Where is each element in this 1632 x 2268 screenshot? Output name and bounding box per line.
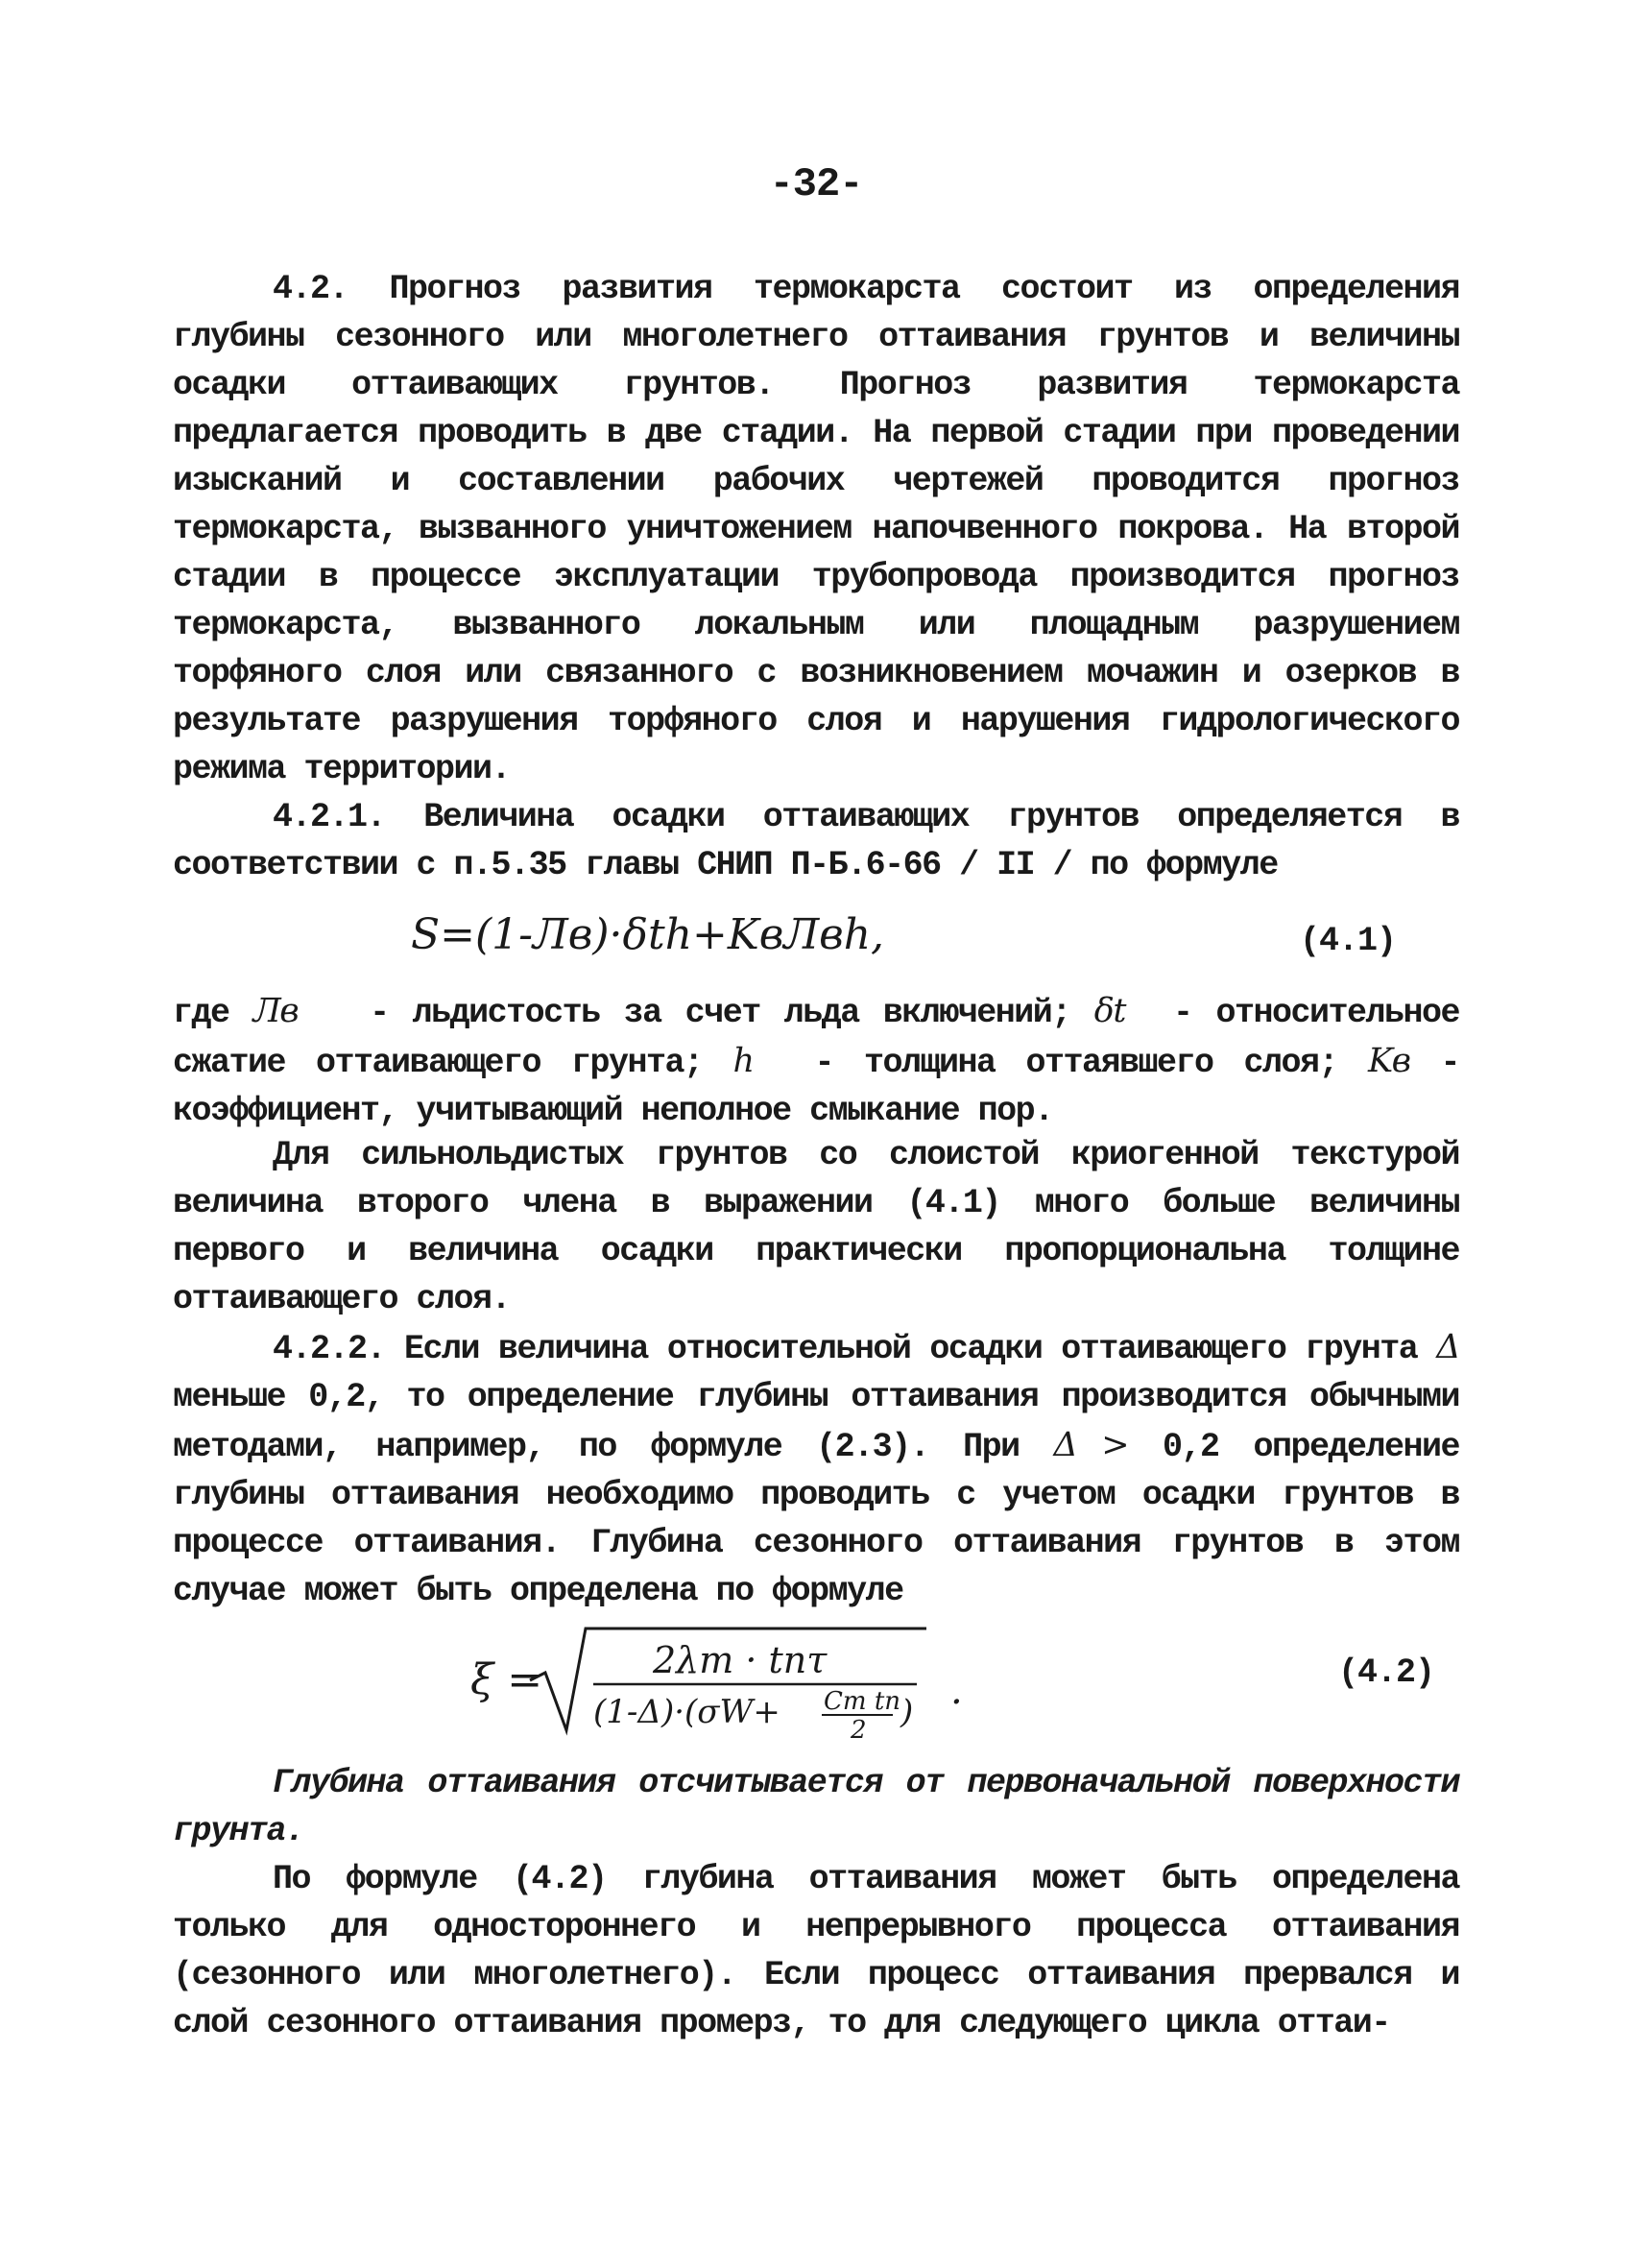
delta-symbol: Δ xyxy=(1436,1328,1459,1366)
symbol-coefficient: Kв xyxy=(1368,1042,1410,1080)
formula-4-2-inner-denominator: 2 xyxy=(851,1716,867,1742)
paragraph-4-2-1: 4.2.1. Величина осадки оттаивающих грунтов определяется в соответствии с п.5.35 главы СНИП П-Б.6-66 / II / по формуле xyxy=(173,798,1478,884)
symbol-ice-content: Лв xyxy=(252,992,299,1030)
paragraph-ice-rich-soils: Для сильнольдистых грунтов со слоистой криогенной текстурой величина второго члена в выражении (4.1) много больше величины первого и величина осадки практически пропорциональна толщине оттаивающего слоя. xyxy=(173,1136,1478,1318)
formula-4-1-number: (4.1) xyxy=(1300,922,1397,960)
definition-thickness: - толщина оттаявшего слоя; xyxy=(814,1044,1338,1082)
formula-4-2-inner-numerator: Cт tп xyxy=(824,1687,901,1716)
page-number: -32- xyxy=(769,161,863,207)
definition-compression: - относительное сжатие оттаивающего грунта; xyxy=(173,994,1478,1082)
paragraph-4-2-2 xyxy=(173,1323,1478,1615)
definition-coefficient: - коэффициент, учитывающий неполное смыкание пор. xyxy=(173,1044,1478,1130)
formula-4-2-denominator-right: ) xyxy=(900,1693,914,1731)
formula-4-2-denominator-left: (1-Δ)·(σW+ xyxy=(593,1693,780,1731)
where-label: где xyxy=(173,994,229,1032)
paragraph-formula-4-2-limits: По формуле (4.2) глубина оттаивания может быть определена только для одностороннего и непрерывного процесса оттаивания (сезонного или многолетнего). Если процесс оттаивания прервался и слой сезонного оттаивания промерз, то для следующего цикла оттаи- xyxy=(173,1860,1478,2042)
paragraph-4-2-2-part2: меньше 0,2, то определение глубины оттаивания производится обычными методами, например, по формуле (2.3). При xyxy=(173,1378,1478,1466)
paragraph-thaw-depth-origin: Глубина оттаивания отсчитывается от первоначальной поверхности грунта. xyxy=(173,1764,1478,1850)
symbol-compression: δt xyxy=(1093,992,1125,1030)
definitions-paragraph xyxy=(173,987,1478,1135)
formula-4-2-lhs: ξ = xyxy=(470,1655,543,1704)
formula-4-2-number: (4.2) xyxy=(1338,1653,1435,1692)
paragraph-4-2: 4.2. Прогноз развития термокарста состоит из определения глубины сезонного или многолетнего оттаивания грунтов и величины осадки оттаивающих грунтов. Прогноз развития термокарста предлагается проводить в две стадии. На первой стадии при проведении изысканий и составлении рабочих чертежей проводится прогноз термокарста, вызванного уничтожением напочвенного покрова. На второй стадии в процессе эксплуатации трубопровода производится прогноз термокарста, вызванного локальным или площадным разрушением торфяного слоя или связанного с возникновением мочажин и озерков в результате разрушения торфяного слоя и нарушения гидрологического режима территории. xyxy=(173,270,1478,788)
formula-4-2-numerator: 2λт · tпτ xyxy=(653,1639,828,1681)
paragraph-4-2-2-part1: 4.2.2. Если величина относительной осадки оттаивающего грунта xyxy=(273,1330,1418,1368)
symbol-thickness: h xyxy=(732,1042,754,1080)
formula-4-2-trailing-dot: . xyxy=(950,1669,963,1713)
delta-greater-symbol: Δ > xyxy=(1053,1426,1129,1464)
formula-4-2 xyxy=(470,1617,970,1742)
formula-4-1: S=(1-Лв)·δth+KвЛвh, xyxy=(411,910,885,959)
paragraph-4-2-2-part3: 0,2 определение глубины оттаивания необходимо проводить с учетом осадки грунтов в процессе оттаивания. Глубина сезонного оттаивания грунтов в этом случае может быть определена по формуле xyxy=(173,1428,1478,1610)
definition-ice-content: - льдистость за счет льда включений; xyxy=(370,994,1070,1032)
